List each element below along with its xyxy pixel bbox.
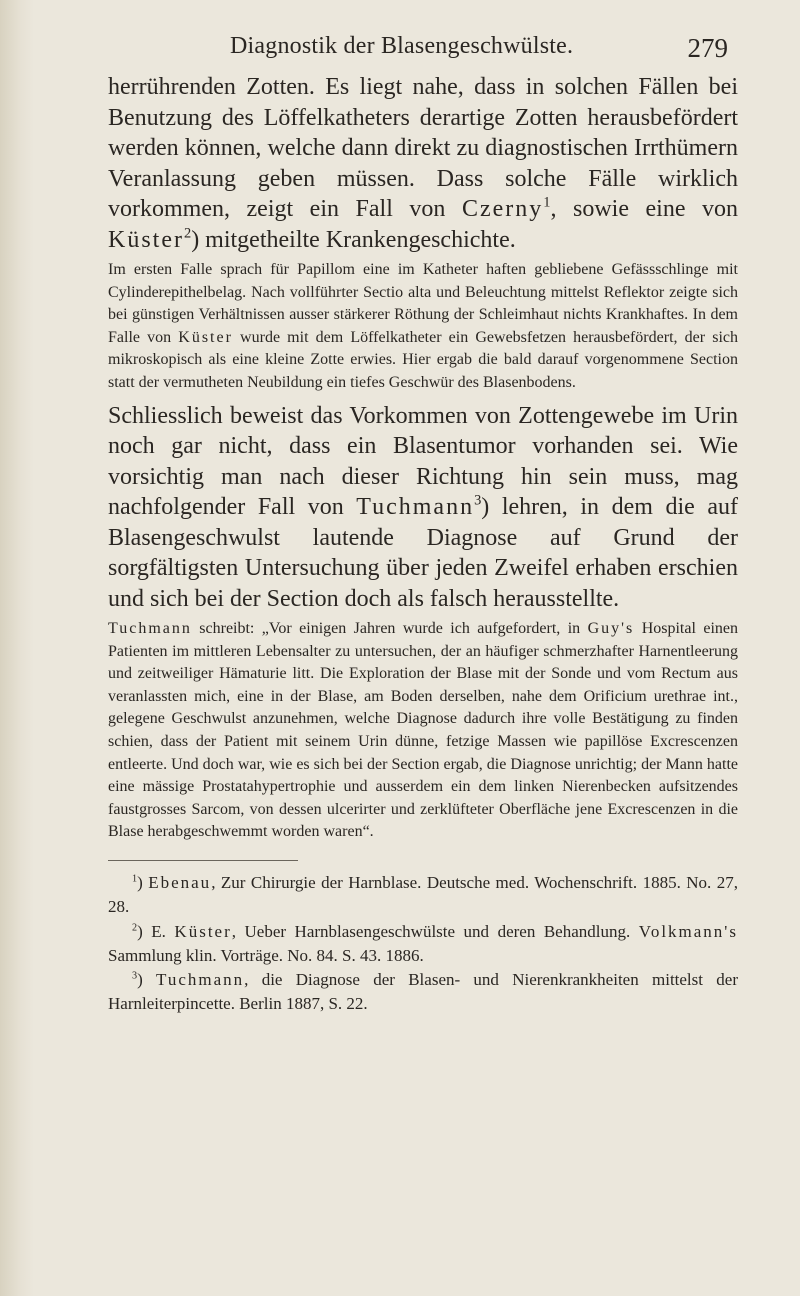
- footnote-ref-3: 3: [474, 492, 482, 509]
- footnote-text: , die Diagnose der Blasen- und Nierenkrankheiten mittelst der Harnleiterpincette. Berlin 1887, S. 22.: [108, 970, 738, 1014]
- text-run: Im ersten Falle sprach für Papillom eine im Katheter haften gebliebene Gefässschlinge mit Cylinderepithelbelag. Nach vollführter Sectio alta und Beleuchtung mittelst Reflektor zeigte sich bei günstigen Verhältnissen ausser stärkerer Röthung der Schleimhaut nichts Krankhaftes. In dem Falle von: [108, 261, 738, 346]
- author-tuchmann: Tuchmann: [356, 494, 475, 521]
- footnote-ref-2: 2: [183, 225, 192, 242]
- text-run: schreibt: „Vor einigen Jahren wurde ich aufgefordert, in: [191, 620, 588, 638]
- footnote-author: Tuchmann: [156, 970, 245, 990]
- footnote-text: , Zur Chirurgie der Harnblase. Deutsche med. Wochenschrift. 1885. No. 27, 28.: [108, 873, 738, 917]
- footnote-divider: [108, 860, 298, 861]
- text-run: herrührenden Zotten. Es liegt nahe, dass in solchen Fällen bei Benutzung des Löffelkatheters derartige Zotten herausbefördert werden können, welche dann direkt zu diagnostischen Irrthümern Veranlassung geben müssen. Dass solche Fälle wirklich vorkommen, zeigt ein Fall von: [108, 74, 738, 222]
- text-run: Hospital einen Patienten im mittleren Lebensalter zu untersuchen, der an häufiger schmerzhafter Harnentleerung und zeitweiliger Hämaturie litt. Die Exploration der Blase mit der Sonde und vom Rectum aus veranlassten mich, eine in der Blase, am Boden derselben, nahe dem Orificium urethrae int., gelegene Geschwulst anzunehmen, welche Diagnose dadurch ihre volle Bestätigung zu finden schien, dass der Patient mit seinem Urin dünne, fetzige Massen wie papillöse Excrescenzen entleerte. Und doch war, wie es sich bei der Section ergab, die Diagnose unrichtig; der Mann hatte eine mässige Prostatahypertrophie und ausserdem ein dem linken Nierenbecken aufsitzendes faustgrosses Sarcom, von dessen ulcerirter und zerklüfteter Oberfläche jene Excrescenzen in die Blase herabgeschwemmt worden waren“.: [108, 620, 739, 841]
- hospital-name: Guy's: [587, 620, 635, 638]
- footnote-1: $^1$) Ebenau, Zur Chirurgie der Harnblase. Deutsche med. Wochenschrift. 1885. No. 27, 28.: [108, 873, 738, 917]
- paragraph-intro: [108, 72, 738, 255]
- paragraph-conclusion: [108, 401, 738, 615]
- footnote-author: Küster: [174, 921, 232, 941]
- text-run: ) lehren, in dem die auf Blasengeschwulst lautende Diagnose auf Grund der sorgfältigsten Untersuchung über jeden Zweifel erhaben erschien und sich bei der Section doch als falsch herausstellte.: [108, 494, 738, 612]
- running-title: Diagnostik der Blasengeschwülste.: [230, 33, 574, 59]
- page-header: [168, 33, 728, 67]
- footnote-ref-1: 1: [543, 194, 551, 211]
- author-tuchmann: Tuchmann: [108, 620, 192, 638]
- author-kuester: Küster: [108, 226, 184, 253]
- paragraph-case-notes: [108, 259, 738, 395]
- footnote-text: , Ueber Harnblasengeschwülste und deren Behandlung.: [231, 921, 639, 941]
- text-run: wurde mit dem Löffelkatheter ein Gewebsfetzen herausbefördert, der sich mikroskopisch als eine kleine Zotte erwies. Hier ergab die bald darauf vorgenommene Section statt der vermutheten Neubildung ein tiefes Geschwür des Blasenbodens.: [108, 328, 738, 391]
- footnote-3: $^3$) Tuchmann, die Diagnose der Blasen- und Nierenkrankheiten mittelst der Harnleiterpincette. Berlin 1887, S. 22.: [108, 970, 738, 1014]
- page-body: [108, 72, 738, 1017]
- page-edge-shadow: [0, 0, 34, 1296]
- footnote-number: 1: [132, 873, 138, 885]
- footnote-2: $^2$) E. Küster, Ueber Harnblasengeschwülste und deren Behandlung. Volkmann's Sammlung klin. Vorträge. No. 84. S. 43. 1886.: [108, 921, 738, 965]
- author-kuester: Küster: [178, 328, 233, 346]
- text-run: ) mitgetheilte Krankengeschichte.: [191, 226, 516, 253]
- footnote-text: E.: [151, 921, 175, 941]
- text-run: Schliesslich beweist das Vorkommen von Zottengewebe im Urin noch gar nicht, dass ein Blasentumor vorhanden sei. Wie vorsichtig man nach dieser Richtung hin sein muss, mag nachfolgender Fall von: [108, 402, 738, 521]
- footnote-text: Sammlung klin. Vorträge. No. 84. S. 43. 1886.: [108, 945, 424, 965]
- footnote-author: Ebenau: [148, 873, 212, 892]
- author-czerny: Czerny: [461, 196, 544, 222]
- text-run: , sowie eine von: [550, 196, 739, 222]
- footnote-author: Volkmann's: [638, 921, 738, 941]
- footnote-number: 2: [132, 921, 138, 933]
- paragraph-quotation: [108, 618, 738, 844]
- page-number: 279: [687, 33, 728, 63]
- footnote-number: 3: [132, 970, 138, 982]
